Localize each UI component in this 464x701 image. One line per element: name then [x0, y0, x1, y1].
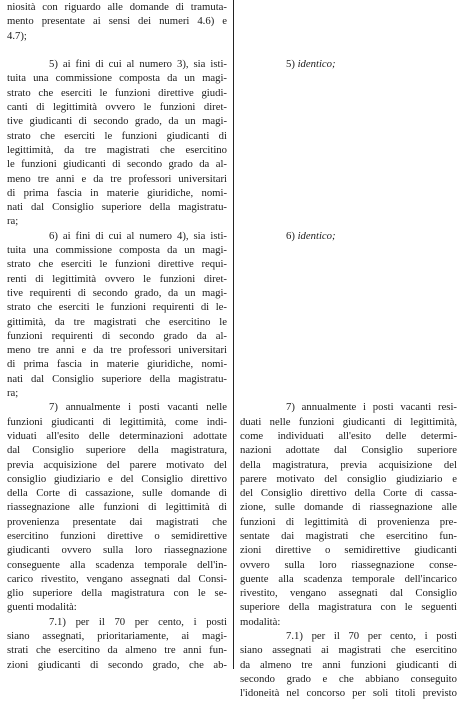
paragraph-7-1 — [240, 629, 457, 700]
text-line: della Corte di cassazione, sulle domande di — [7, 487, 227, 500]
text-line: della magistratura, previa acquisizione del — [240, 458, 457, 471]
text-line: nati dal Consiglio superiore della magistratu- — [7, 201, 227, 214]
paragraph-5-identico: 5) identico; — [286, 58, 336, 71]
text-line: guente alla scadenza temporale dell'incarico — [240, 572, 457, 585]
text-line: zione, sulle domande di riassegnazione alle — [240, 501, 457, 514]
text-line: funzioni di legittimità di provenienza pre- — [240, 515, 457, 528]
text-line: duati nelle funzioni giudicanti di legittimità, — [240, 415, 457, 428]
text-line: riassegnazione alle funzioni di legittimità di — [7, 501, 227, 514]
text-line: renti di legittimità ovvero le funzioni diret- — [7, 272, 227, 285]
text-line: strato che eserciti le funzioni giudicanti di — [7, 129, 227, 142]
text-line: di prima fascia in materie giuridiche, nomi- — [7, 358, 227, 371]
text-line: meno tre anni e da tre professori universitari — [7, 172, 227, 185]
text-line: l'idoneità nel concorso per soli titoli previsto — [240, 687, 457, 700]
text-line: parere motivato del consiglio giudiziario e — [240, 472, 457, 485]
text-line: strati che esercitino da almeno tre anni fun- — [7, 644, 227, 657]
text-line: 5) ai fini di cui al numero 3), sia isti- — [49, 58, 227, 71]
text-line: viduati all'esito delle determinazioni adottate — [7, 429, 227, 442]
text-line: 7) annualmente i posti vacanti resi- — [286, 401, 457, 414]
text-line: da almeno tre anni funzioni giudicanti di — [240, 658, 457, 671]
text-line: strato che eserciti le funzioni direttive giudi- — [7, 86, 227, 99]
text-line: sentate dai magistrati che esercitino fun- — [240, 529, 457, 542]
text-line: secondo grado e che abbiano conseguito — [240, 672, 457, 685]
text-line: dal Consiglio superiore della magistratura, — [7, 444, 227, 457]
text-line: legittimità, da tre magistrati che esercitino — [7, 143, 227, 156]
text-line: tive requirenti di secondo grado, da un magi- — [7, 286, 227, 299]
left-column — [7, 0, 227, 672]
text-line: modalità: — [240, 615, 281, 628]
paragraph-7 — [240, 400, 457, 629]
text-line: 7.1) per il 70 per cento, i posti — [49, 615, 227, 628]
paragraph-5 — [7, 57, 227, 229]
text-line: funzioni requirenti di secondo grado da al- — [7, 329, 227, 342]
text-line: niosità con riguardo alle domande di tramuta- — [7, 1, 227, 13]
text-line: strato che eserciti le funzioni direttive requi- — [7, 258, 227, 271]
text-line: nati dal Consiglio superiore della magistratu- — [7, 372, 227, 385]
text-line: le funzioni giudicanti di secondo grado da al- — [7, 158, 227, 171]
text-line: zioni giudicanti di secondo grado, che ab- — [7, 658, 227, 671]
text-line: tuita una commissione composta da un magi- — [7, 244, 227, 257]
text-line: provenienza presentate dai magistrati che — [7, 515, 227, 528]
text-line: strato che eserciti le funzioni requirenti di le- — [7, 301, 227, 314]
text-line: 7) annualmente i posti vacanti nelle — [49, 401, 227, 414]
column-divider — [233, 0, 234, 669]
text-line: canti di legittimità ovvero le funzioni diret- — [7, 101, 227, 114]
text-line: siano assegnati, prioritariamente, ai magi- — [7, 630, 227, 643]
paragraph-7-1 — [7, 615, 227, 672]
text-line: carico rivestito, vengano assegnati dal Consi- — [7, 572, 227, 585]
text-line: ra; — [7, 215, 19, 228]
text-line: giudicanti ovvero sulla loro riassegnazione — [7, 544, 227, 557]
text-line: gittimità, da tre magistrati che esercitino le — [7, 315, 227, 328]
text-line: consiglio giudiziario e del Consiglio direttivo — [7, 472, 227, 485]
text-line: 6) ai fini di cui al numero 4), sia isti- — [49, 229, 227, 242]
text-line: 4.7); — [7, 29, 27, 42]
intro-paragraph — [7, 0, 227, 43]
text-line: nazioni adottate dal Consiglio superiore — [240, 444, 457, 457]
text-line: siano assegnati ai magistrati che esercitino — [240, 644, 457, 657]
text-line: glio superiore della magistratura con le se- — [7, 587, 227, 600]
text-line: previa acquisizione del parere motivato del — [7, 458, 227, 471]
text-line: mento presentate ai sensi dei numeri 4.6) e — [7, 15, 227, 28]
text-line: conseguente alla scadenza temporale dell'in- — [7, 558, 227, 571]
paragraph-7 — [7, 400, 227, 614]
text-line: ra; — [7, 387, 19, 400]
text-line: funzioni giudicanti di legittimità, come indi- — [7, 415, 227, 428]
text-line: superiore della magistratura con le seguenti — [240, 601, 457, 614]
text-line: guenti modalità: — [7, 601, 77, 614]
text-line: ovvero sulla loro riassegnazione conse- — [240, 558, 457, 571]
text-line: di prima fascia in materie giuridiche, nomi- — [7, 186, 227, 199]
text-line: del Consiglio direttivo della Corte di cassa- — [240, 487, 457, 500]
text-line: come individuati all'esito delle determi- — [240, 429, 457, 442]
text-line: esercitino funzioni direttive o semidirettive — [7, 529, 227, 542]
text-line: rivestito, vengano assegnati dal Consiglio — [240, 587, 457, 600]
text-line: tive giudicanti di secondo grado, da un magi- — [7, 115, 227, 128]
right-column — [240, 0, 457, 701]
text-line: tuita una commissione composta da un magi- — [7, 72, 227, 85]
text-line: 7.1) per il 70 per cento, i posti — [286, 630, 457, 643]
paragraph-6 — [7, 229, 227, 401]
paragraph-6-identico: 6) identico; — [286, 229, 336, 242]
text-line: meno tre anni e da tre professori universitari — [7, 344, 227, 357]
text-line: zioni direttive o semidirettive giudicanti — [240, 544, 457, 557]
